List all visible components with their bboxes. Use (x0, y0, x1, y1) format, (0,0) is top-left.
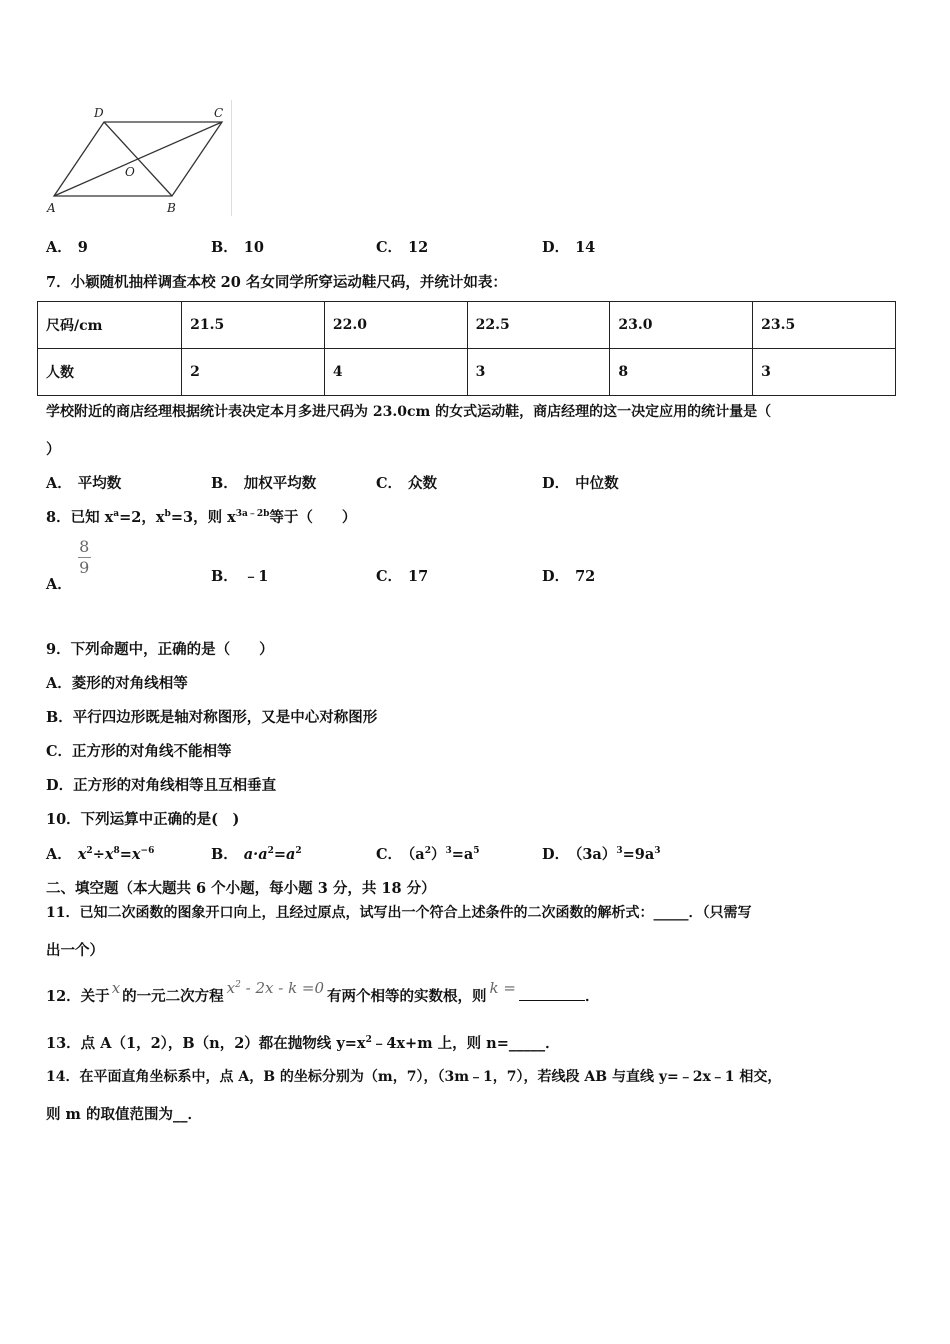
q9-option-d[interactable]: D．正方形的对角线相等且互相垂直 (46, 777, 277, 794)
q7-stem: 7．小颖随机抽样调查本校 20 名女同学所穿运动鞋尺码，并统计如表： (46, 274, 507, 291)
q7-option-c[interactable]: C． 众数 (376, 475, 438, 492)
section-title-fill-in: 二、填空题（本大题共 6 个小题，每小题 3 分，共 18 分） (46, 880, 436, 897)
q9-option-a[interactable]: A．菱形的对角线相等 (46, 675, 188, 692)
table-cell: 4 (324, 349, 467, 396)
q7-option-b[interactable]: B． 加权平均数 (211, 475, 317, 492)
q8-option-a[interactable]: A．$\frac{8}{9}$ (46, 537, 90, 593)
table-cell: 人数 (38, 349, 182, 396)
center-label-O: O (125, 165, 135, 179)
table-cell: 23.0 (610, 302, 753, 349)
q14-line1: 14．在平面直角坐标系中，点 A，B 的坐标分别为（m，7），（3m﹣1，7），若线段 AB 与直线 y=﹣2x﹣1 相交， (46, 1069, 782, 1085)
table-row (38, 302, 896, 349)
q9-option-c[interactable]: C．正方形的对角线不能相等 (46, 743, 232, 760)
q8-option-c[interactable]: C． 17 (376, 568, 429, 585)
table-cell: 22.5 (467, 302, 610, 349)
q9-stem: 9．下列命题中，正确的是（ ） (46, 641, 274, 658)
q12-stem: 12．关于 x 的一元二次方程 $x^2 - 2x - k =0$ 有两个相等的实数根，则 k = ． (46, 979, 600, 1005)
q6-option-b[interactable]: B． 10 (211, 239, 264, 256)
vertex-label-B: B (167, 201, 176, 215)
parallelogram-figure (44, 100, 232, 218)
q7-question-line2: ） (46, 441, 61, 458)
q10-stem: 10．下列运算中正确的是( ) (46, 811, 240, 828)
q7-option-a[interactable]: A． 平均数 (46, 475, 122, 492)
q10-option-d[interactable]: D． $(3a)^3=9a^3$ (542, 846, 661, 863)
table-cell: 尺码/cm (38, 302, 182, 349)
q9-option-b[interactable]: B．平行四边形既是轴对称图形，又是中心对称图形 (46, 709, 378, 726)
shoe-size-table (37, 301, 896, 396)
q8-option-d[interactable]: D． 72 (542, 568, 596, 585)
q8-option-b[interactable]: B． ﹣1 (211, 568, 269, 585)
q10-option-c[interactable]: C． $(a^2)^3=a^5$ (376, 846, 480, 863)
table-cell: 3 (753, 349, 896, 396)
q12-answer-blank[interactable] (519, 1000, 585, 1001)
vertex-label-D: D (94, 106, 104, 120)
q6-option-c[interactable]: C． 12 (376, 239, 429, 256)
q6-option-d[interactable]: D． 14 (542, 239, 596, 256)
q11-line2: 出一个） (46, 942, 104, 959)
q10-option-a[interactable]: A． $x^2\div x^8=x^{-6}$ (46, 846, 155, 863)
vertex-label-C: C (214, 106, 224, 120)
q6-option-a[interactable]: A． 9 (46, 239, 88, 256)
table-cell: 21.5 (182, 302, 325, 349)
table-row (38, 349, 896, 396)
table-cell: 23.5 (753, 302, 896, 349)
q7-question-line1: 学校附近的商店经理根据统计表决定本月多进尺码为 23.0cm 的女式运动鞋，商店经理的这一决定应用的统计量是（ (46, 404, 772, 420)
table-cell: 22.0 (324, 302, 467, 349)
q10-option-b[interactable]: B． $a\cdot a^2=a^2$ (211, 846, 302, 863)
table-cell: 8 (610, 349, 753, 396)
fraction-eight-ninths: $\frac{8}{9}$ (79, 537, 90, 577)
q8-stem: 8．已知 $x^a=2$，$x^b=3$，则 $x^{3a﹣2b}$等于（ ） (46, 509, 357, 526)
q7-option-d[interactable]: D． 中位数 (542, 475, 619, 492)
vertex-label-A: A (47, 201, 56, 215)
table-cell: 3 (467, 349, 610, 396)
q14-line2: 则 m 的取值范围为__． (46, 1106, 202, 1123)
q11-line1: 11．已知二次函数的图象开口向上，且经过原点，试写出一个符合上述条件的二次函数的解析式：_____．（只需写 (46, 905, 752, 921)
table-cell: 2 (182, 349, 325, 396)
q13-stem: 13．点 A（1，2），B（n，2）都在抛物线 $y=x^2﹣4x+m$ 上，则 n=_____． (46, 1035, 560, 1052)
